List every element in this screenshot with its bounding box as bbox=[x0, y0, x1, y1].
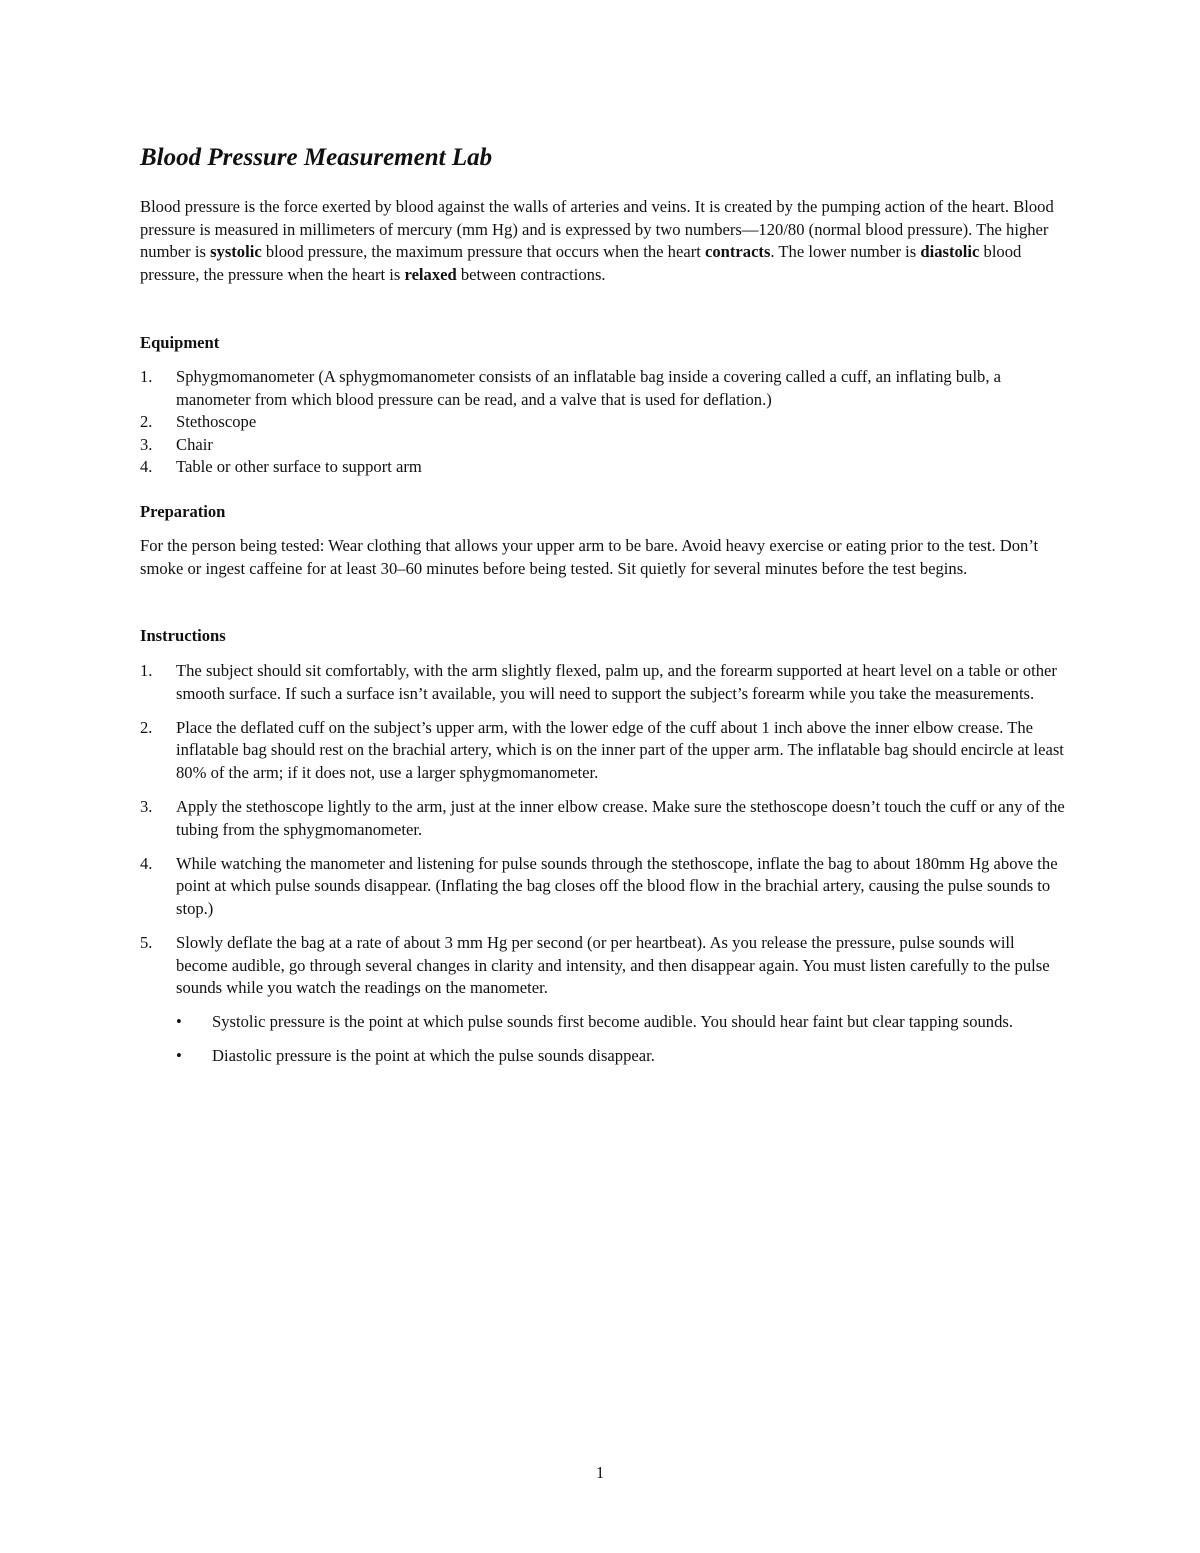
instructions-heading: Instructions bbox=[140, 626, 226, 645]
instructions-list bbox=[140, 660, 1065, 1079]
list-item bbox=[140, 411, 1065, 434]
bullet-item bbox=[176, 1011, 1065, 1034]
intro-paragraph bbox=[140, 196, 1065, 286]
intro-text-2: blood pressure, the maximum pressure that occurs when the heart bbox=[261, 242, 705, 262]
list-item bbox=[140, 660, 1065, 705]
item-number: 1. bbox=[140, 661, 153, 680]
preparation-heading: Preparation bbox=[140, 502, 226, 521]
item-number: 3. bbox=[140, 434, 153, 454]
item-text: The subject should sit comfortably, with the arm slightly flexed, palm up, and the forearm supported at heart level on a table or other smooth surface. If such a surface isn’t available, you will need to support the subject’s forearm while you take the measurements. bbox=[176, 661, 1057, 703]
page-number: 1 bbox=[595, 1463, 605, 1482]
item-text: Chair bbox=[176, 434, 213, 454]
bullet-text: Diastolic pressure is the point at which the pulse sounds disappear. bbox=[212, 1045, 655, 1065]
item-number: 1. bbox=[140, 367, 153, 386]
equipment-heading: Equipment bbox=[140, 333, 220, 352]
preparation-paragraph: For the person being tested: Wear clothing that allows your upper arm to be bare. Avoid heavy exercise or eating prior to the test. Don’t smoke or ingest caffeine for at least 30–60 minutes before being tested. Sit quietly for several minutes before the test begins. bbox=[140, 536, 1039, 578]
item-number: 5. bbox=[140, 932, 153, 952]
bullet-icon: • bbox=[176, 1045, 182, 1065]
item-text: Place the deflated cuff on the subject’s upper arm, with the lower edge of the cuff about 1 inch above the inner elbow crease. The inflatable bag should rest on the brachial artery, which is on the inner part of the upper arm. The inflatable bag should encircle at least 80% of the arm; if it does not, use a larger sphygmomanometer. bbox=[176, 717, 1064, 782]
item-text: Stethoscope bbox=[176, 412, 257, 432]
item-text: Apply the stethoscope lightly to the arm, just at the inner elbow crease. Make sure the stethoscope doesn’t touch the cuff or any of the tubing from the sphygmomanometer. bbox=[176, 796, 1065, 839]
equipment-list bbox=[140, 366, 1065, 479]
item-text: Table or other surface to support arm bbox=[176, 457, 422, 477]
list-item bbox=[140, 932, 1065, 1067]
intro-text-1: Blood pressure is the force exerted by blood against the walls of arteries and veins. It is created by the pumping action of the heart. Blood pressure is measured in millimeters of mercury (mm Hg) and is expressed by two numbers—120/80 (normal blood pressure). The higher number is bbox=[140, 197, 1054, 262]
intro-text-5: between contractions. bbox=[456, 264, 606, 284]
list-item bbox=[140, 366, 1065, 411]
pressure-definitions-list bbox=[176, 1011, 1065, 1068]
item-number: 2. bbox=[140, 717, 153, 737]
list-item bbox=[140, 853, 1065, 921]
page-title: Blood Pressure Measurement Lab bbox=[140, 144, 493, 171]
item-number: 4. bbox=[140, 853, 153, 873]
item-number: 4. bbox=[140, 457, 153, 477]
item-text: While watching the manometer and listening for pulse sounds through the stethoscope, inflate the bag to about 180mm Hg above the point at which pulse sounds disappear. (Inflating the bag closes off the blood flow in the brachial artery, causing the pulse sounds to stop.) bbox=[176, 853, 1058, 918]
item-text: Slowly deflate the bag at a rate of about 3 mm Hg per second (or per heartbeat). As you release the pressure, pulse sounds will become audible, go through several changes in clarity and intensity, and then disappear again. You must listen carefully to the pulse sounds while you watch the readings on the manometer. bbox=[176, 932, 1050, 998]
intro-text-3: . The lower number is bbox=[770, 242, 921, 262]
list-item bbox=[140, 456, 1065, 479]
item-number: 3. bbox=[140, 796, 153, 816]
list-item bbox=[140, 796, 1065, 841]
item-number: 2. bbox=[140, 412, 153, 432]
list-item bbox=[140, 717, 1065, 785]
term-systolic: systolic bbox=[210, 242, 262, 262]
bullet-icon: • bbox=[176, 1011, 182, 1031]
term-contracts: contracts bbox=[704, 242, 771, 262]
term-diastolic: diastolic bbox=[920, 242, 980, 262]
intro-text-4: blood pressure, the pressure when the heart is bbox=[140, 242, 1022, 284]
bullet-item bbox=[176, 1045, 1065, 1068]
term-relaxed: relaxed bbox=[404, 264, 457, 284]
item-text: Sphygmomanometer (A sphygmomanometer consists of an inflatable bag inside a covering called a cuff, an inflating bulb, a manometer from which blood pressure can be read, and a valve that is used for deflation.) bbox=[176, 367, 1002, 409]
bullet-text: Systolic pressure is the point at which pulse sounds first become audible. You should hear faint but clear tapping sounds. bbox=[212, 1011, 1013, 1031]
list-item bbox=[140, 434, 1065, 457]
